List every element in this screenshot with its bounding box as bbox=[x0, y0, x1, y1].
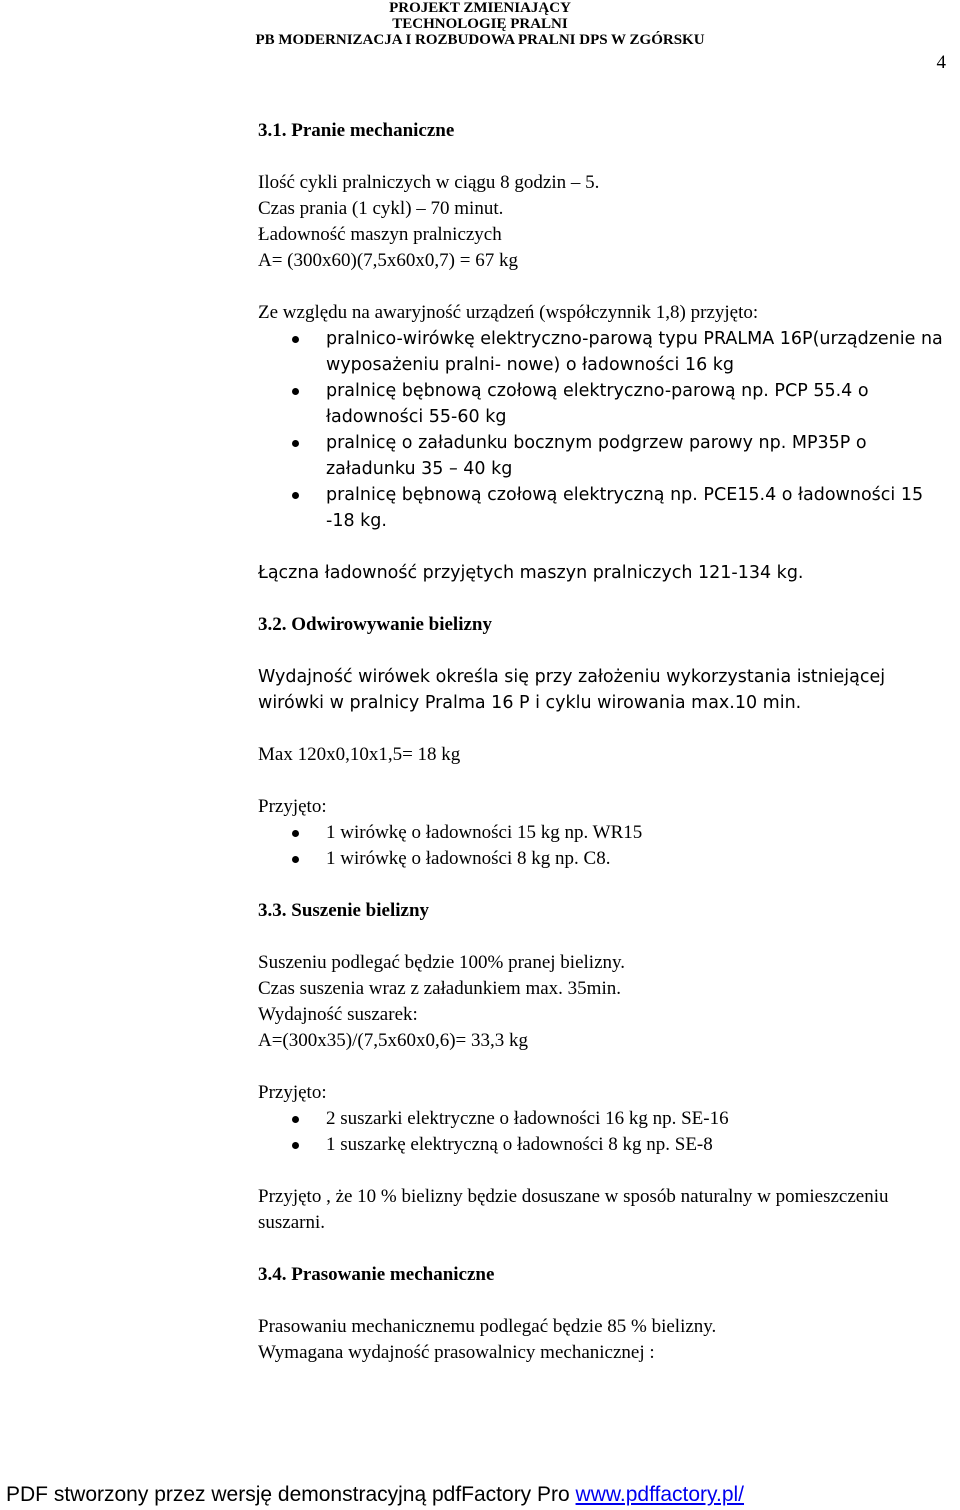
list-item: 1 wirówkę o ładowności 15 kg np. WR15 bbox=[258, 820, 948, 846]
bullet-list bbox=[258, 1106, 948, 1158]
section-3-3-title: 3.3. Suszenie bielizny bbox=[258, 900, 430, 921]
text-line: Ze względu na awaryjność urządzeń (współczynnik 1,8) przyjęto: bbox=[258, 302, 759, 323]
bullet-list bbox=[258, 820, 948, 872]
text-line: A= (300x60)(7,5x60x0,7) = 67 kg bbox=[258, 250, 518, 271]
text-line: Prasowaniu mechanicznemu podlegać będzie 85 % bielizny. bbox=[258, 1316, 717, 1337]
text-line: Wymagana wydajność prasowalnicy mechanicznej : bbox=[258, 1342, 655, 1363]
list-item: 1 wirówkę o ładowności 8 kg np. C8. bbox=[258, 846, 948, 872]
paragraph: Wydajność wirówek określa się przy założeniu wykorzystania istniejącej wirówki w pralnicy Pralma 16 P i cyklu wirowania max.10 min. bbox=[258, 667, 886, 713]
list-item: pralnicę bębnową czołową elektryczną np. PCE15.4 o ładowności 15 -18 kg. bbox=[258, 482, 948, 534]
text-line: Przyjęto: bbox=[258, 1082, 327, 1103]
text-line: Max 120x0,10x1,5= 18 kg bbox=[258, 744, 461, 765]
footer-link[interactable]: www.pdffactory.pl/ bbox=[575, 1483, 745, 1506]
header-line-1: PROJEKT ZMIENIAJĄCY bbox=[389, 0, 571, 16]
text-line: Wydajność suszarek: bbox=[258, 1004, 418, 1025]
list-item: pralnicę bębnową czołową elektryczno-parową np. PCP 55.4 o ładowności 55-60 kg bbox=[258, 378, 948, 430]
list-item: pralnico-wirówkę elektryczno-parową typu PRALMA 16P(urządzenie na wyposażeniu pralni- nowe) o ładowności 16 kg bbox=[258, 326, 948, 378]
text-line: Czas prania (1 cykl) – 70 minut. bbox=[258, 198, 504, 219]
header-line-2: TECHNOLOGIĘ PRALNI bbox=[392, 16, 568, 32]
header-line-3: PB MODERNIZACJA I ROZBUDOWA PRALNI DPS W ZGÓRSKU bbox=[255, 32, 705, 48]
text-line: Ładowność maszyn pralniczych bbox=[258, 224, 502, 245]
text-line: Suszeniu podlegać będzie 100% pranej bielizny. bbox=[258, 952, 626, 973]
paragraph: Przyjęto , że 10 % bielizny będzie dosuszane w sposób naturalny w pomieszczeniu suszarni. bbox=[258, 1186, 889, 1233]
document-header bbox=[0, 0, 960, 48]
text-line: Przyjęto: bbox=[258, 796, 327, 817]
pdf-watermark-footer bbox=[0, 1480, 960, 1510]
text-line: Czas suszenia wraz z załadunkiem max. 35min. bbox=[258, 978, 621, 999]
text-line: Łączna ładowność przyjętych maszyn pralniczych 121-134 kg. bbox=[258, 563, 804, 583]
page-number: 4 bbox=[936, 52, 946, 73]
text-line: Ilość cykli pralniczych w ciągu 8 godzin – 5. bbox=[258, 172, 600, 193]
document-body bbox=[258, 118, 948, 1366]
section-3-4-title: 3.4. Prasowanie mechaniczne bbox=[258, 1264, 495, 1285]
section-3-1-title: 3.1. Pranie mechaniczne bbox=[258, 120, 455, 141]
footer-text: PDF stworzony przez wersję demonstracyjną pdfFactory Pro bbox=[6, 1483, 576, 1506]
list-item: 2 suszarki elektryczne o ładowności 16 kg np. SE-16 bbox=[258, 1106, 948, 1132]
list-item: 1 suszarkę elektryczną o ładowności 8 kg np. SE-8 bbox=[258, 1132, 948, 1158]
list-item: pralnicę o załadunku bocznym podgrzew parowy np. MP35P o załadunku 35 – 40 kg bbox=[258, 430, 948, 482]
text-line: A=(300x35)/(7,5x60x0,6)= 33,3 kg bbox=[258, 1030, 528, 1051]
bullet-list bbox=[258, 326, 948, 534]
section-3-2-title: 3.2. Odwirowywanie bielizny bbox=[258, 614, 492, 635]
